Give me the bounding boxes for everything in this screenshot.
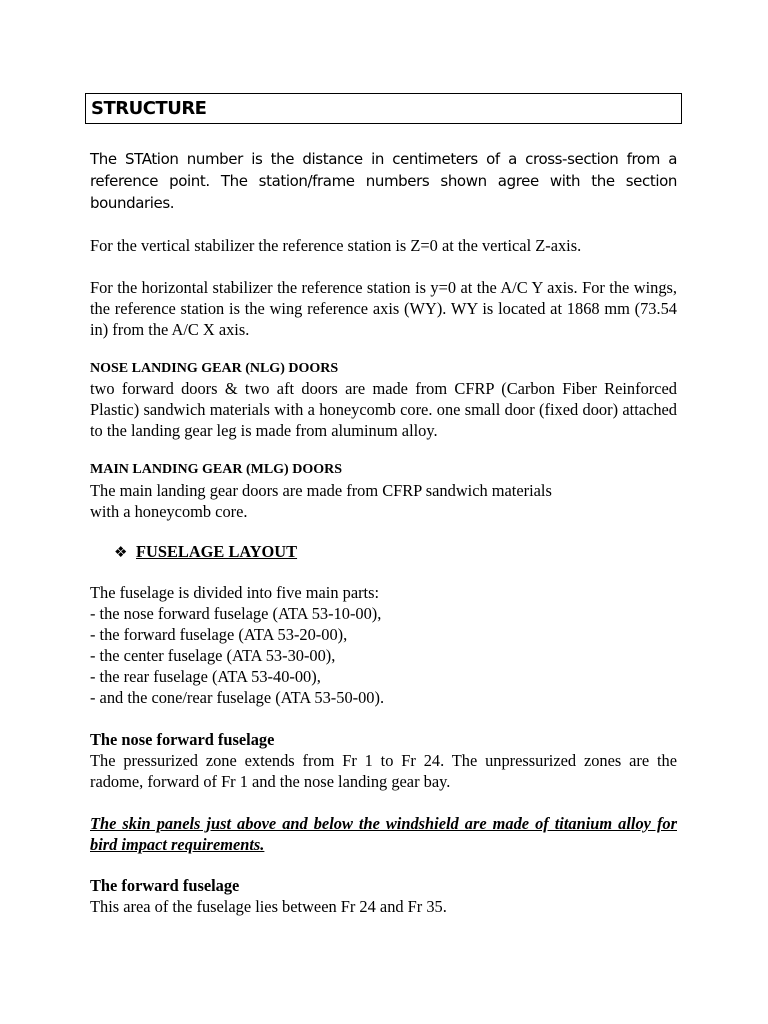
fuselage-layout-label: FUSELAGE LAYOUT bbox=[136, 542, 298, 561]
list-item: - the forward fuselage (ATA 53-20-00), bbox=[90, 625, 348, 644]
mlg-doors-text bbox=[90, 480, 677, 522]
forward-fuselage-heading: The forward fuselage bbox=[90, 876, 240, 895]
list-item: - and the cone/rear fuselage (ATA 53-50-00). bbox=[90, 688, 385, 707]
page-title: STRUCTURE bbox=[91, 98, 207, 119]
intro-paragraph: The STAtion number is the distance in centimeters of a cross-section from a reference point. The station/frame numbers shown agree with the section boundaries. bbox=[90, 150, 677, 212]
forward-fuselage-text: This area of the fuselage lies between Fr 24 and Fr 35. bbox=[90, 897, 447, 916]
vertical-stabilizer-paragraph: For the vertical stabilizer the reference station is Z=0 at the vertical Z-axis. bbox=[90, 236, 582, 255]
nlg-doors-text: two forward doors & two aft doors are made from CFRP (Carbon Fiber Reinforced Plastic) sandwich materials with a honeycomb core. one small door (fixed door) attached to the landing gear leg is made from aluminum alloy. bbox=[90, 379, 677, 440]
horizontal-stabilizer-paragraph: For the horizontal stabilizer the reference station is y=0 at the A/C Y axis. For the wings, the reference station is the wing reference axis (WY). WY is located at 1868 mm (73.54 in) from the A/C X axis. bbox=[90, 278, 677, 339]
title-box bbox=[85, 93, 682, 124]
skin-panels-note: The skin panels just above and below the windshield are made of titanium alloy for bird impact requirements. bbox=[90, 814, 677, 854]
nose-forward-fuselage-text: The pressurized zone extends from Fr 1 to Fr 24. The unpressurized zones are the radome, forward of Fr 1 and the nose landing gear bay. bbox=[90, 751, 677, 791]
list-item: The fuselage is divided into five main parts: bbox=[90, 583, 380, 602]
list-item: - the nose forward fuselage (ATA 53-10-00), bbox=[90, 604, 382, 623]
fuselage-layout-heading bbox=[114, 541, 297, 563]
mlg-doors-line: The main landing gear doors are made from CFRP sandwich materials bbox=[90, 481, 552, 500]
nose-forward-fuselage-heading: The nose forward fuselage bbox=[90, 730, 275, 749]
fuselage-parts-list bbox=[90, 582, 677, 708]
mlg-doors-line: with a honeycomb core. bbox=[90, 502, 248, 521]
diamond-bullet-icon: ❖ bbox=[114, 543, 128, 561]
list-item: - the rear fuselage (ATA 53-40-00), bbox=[90, 667, 321, 686]
nlg-doors-heading: NOSE LANDING GEAR (NLG) DOORS bbox=[90, 361, 339, 376]
list-item: - the center fuselage (ATA 53-30-00), bbox=[90, 646, 336, 665]
mlg-doors-heading: MAIN LANDING GEAR (MLG) DOORS bbox=[90, 462, 342, 477]
